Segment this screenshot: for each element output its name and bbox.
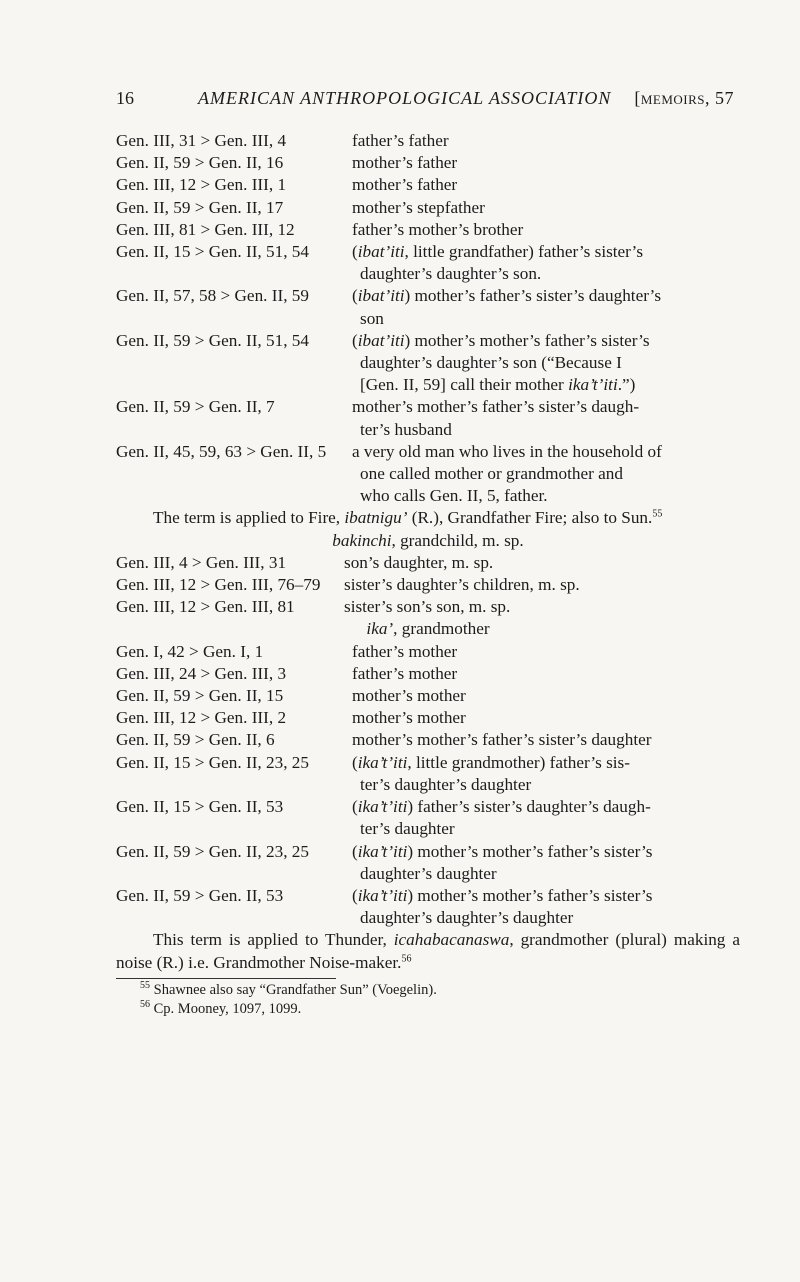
entry-continuation-end: .”) xyxy=(617,375,636,395)
kin-entry xyxy=(116,219,740,241)
entry-gloss: father’s mother xyxy=(352,641,458,661)
kin-entry: Gen. II, 59 > Gen. II, 51, 54 (ibat’iti) mother’s mother’s father’s sister’s daughter’s daughter’s son (“Because I [Gen. II, 59] call their mother ika’t’iti.”) xyxy=(116,330,740,397)
entry-ref: Gen. I, 42 > Gen. I, 1 xyxy=(116,641,264,661)
entry-term: ibat’iti xyxy=(357,242,405,262)
kin-entry xyxy=(116,685,740,707)
para-text: (R.), Grandfather Fire; also to Sun. xyxy=(407,508,653,528)
entry-ref: Gen. III, 31 > Gen. III, 4 xyxy=(116,131,287,150)
kin-entry: Gen. II, 57, 58 > Gen. II, 59 (ibat’iti) mother’s father’s sister’s daughter’s son xyxy=(116,285,740,329)
page-body xyxy=(116,130,740,1019)
entry-ref: Gen. III, 81 > Gen. III, 12 xyxy=(116,219,295,239)
entry-gloss: mother’s mother xyxy=(352,686,466,706)
heading-gloss: , grandmother xyxy=(393,619,490,639)
entry-ref: Gen. II, 45, 59, 63 > Gen. II, 5 xyxy=(116,441,327,461)
entry-ref: Gen. III, 24 > Gen. III, 3 xyxy=(116,663,287,683)
entry-gloss: mother’s father xyxy=(352,153,458,173)
entry-term: ibat’iti xyxy=(357,330,405,350)
entry-ref: Gen. II, 59 > Gen. II, 23, 25 xyxy=(116,841,309,861)
footnote-ref: 55 xyxy=(652,508,663,520)
entry-continuation: ter’s daughter’s daughter xyxy=(360,774,532,794)
para-term: icahabacanaswa xyxy=(393,930,510,950)
kin-entry xyxy=(116,641,740,663)
entry-ref: Gen. III, 12 > Gen. III, 2 xyxy=(116,708,287,728)
entry-ref: Gen. III, 12 > Gen. III, 1 xyxy=(116,175,287,195)
entry-gloss: ) mother’s mother’s father’s sister’s xyxy=(407,841,653,861)
entry-gloss: father’s mother’s brother xyxy=(352,219,524,239)
entry-gloss: sister’s daughter’s children, m. sp. xyxy=(344,575,580,595)
entry-gloss: ) mother’s father’s sister’s daughter’s xyxy=(404,286,662,306)
para-text: The term is applied to Fire, xyxy=(153,508,345,528)
entry-ref: Gen. II, 15 > Gen. II, 51, 54 xyxy=(116,242,309,262)
entry-gloss: father’s father xyxy=(352,131,449,150)
entry-gloss: mother’s father xyxy=(352,175,458,195)
entry-ref: Gen. III, 4 > Gen. III, 31 xyxy=(116,552,287,572)
term-heading-ika xyxy=(116,618,740,640)
entry-ref: Gen. II, 57, 58 > Gen. II, 59 xyxy=(116,286,309,306)
entry-gloss: ) mother’s mother’s father’s sister’s xyxy=(404,330,650,350)
footnote-divider xyxy=(116,978,336,979)
entry-gloss: a very old man who lives in the household of xyxy=(352,441,662,461)
footnote-text: Cp. Mooney, 1097, 1099. xyxy=(150,1000,302,1017)
entry-ref: Gen. II, 15 > Gen. II, 53 xyxy=(116,797,284,817)
running-title: AMERICAN ANTHROPOLOGICAL ASSOCIATION xyxy=(198,88,612,108)
thunder-paragraph xyxy=(116,929,740,973)
kin-entry: Gen. II, 59 > Gen. II, 23, 25 (ika’t’iti) mother’s mother’s father’s sister’s daughter’s daughter xyxy=(116,841,740,885)
entry-continuation: daughter’s daughter xyxy=(360,863,497,883)
entry-gloss: son’s daughter, m. sp. xyxy=(344,552,494,572)
entry-gloss: sister’s son’s son, m. sp. xyxy=(344,597,511,617)
footnote xyxy=(116,1000,740,1019)
kin-entry xyxy=(116,441,740,508)
entry-continuation: son xyxy=(360,308,384,328)
kin-entry xyxy=(116,574,740,596)
footnote-ref: 56 xyxy=(401,952,412,964)
entry-ref: Gen. II, 59 > Gen. II, 15 xyxy=(116,686,284,706)
kin-entry xyxy=(116,729,740,751)
para-text: , grandmother (plural) making a noise (R.) i.e. Grandmother Noise-maker. xyxy=(116,930,740,972)
entry-continuation: daughter’s daughter’s daughter xyxy=(360,908,574,928)
kin-entry: Gen. II, 15 > Gen. II, 51, 54 (ibat’iti, little grandfather) father’s sister’s daughter’s daughter’s son. xyxy=(116,241,740,285)
footnote-number: 56 xyxy=(140,998,150,1010)
para-text: This term is applied to Thunder, xyxy=(153,930,394,950)
entry-gloss: mother’s stepfather xyxy=(352,197,485,217)
entry-ref: Gen. II, 59 > Gen. II, 6 xyxy=(116,730,275,750)
heading-gloss: , grandchild, m. sp. xyxy=(391,530,524,550)
heading-term: bakinchi xyxy=(332,530,392,550)
entry-continuation: ter’s daughter xyxy=(360,819,455,839)
entry-continuation: daughter’s daughter’s son. xyxy=(360,264,542,284)
entry-gloss: ) father’s sister’s daughter’s daugh- xyxy=(407,797,651,817)
kin-entry xyxy=(116,197,740,219)
entry-continuation: daughter’s daughter’s son (“Because I xyxy=(360,353,622,373)
entry-term: ika’t’iti xyxy=(357,752,408,772)
kin-entry: Gen. II, 15 > Gen. II, 53 (ika’t’iti) father’s sister’s daughter’s daugh- ter’s daughter xyxy=(116,796,740,840)
entry-ref: Gen. II, 59 > Gen. II, 17 xyxy=(116,197,284,217)
entry-continuation: who calls Gen. II, 5, father. xyxy=(360,486,548,506)
kin-entry xyxy=(116,152,740,174)
entry-ref: Gen. II, 59 > Gen. II, 51, 54 xyxy=(116,330,309,350)
entry-term: ika’t’iti xyxy=(568,375,618,395)
kin-entry xyxy=(116,596,740,618)
entry-term: ika’t’iti xyxy=(357,841,408,861)
kin-entry xyxy=(116,707,740,729)
entry-term: ibat’iti xyxy=(357,286,405,306)
fire-paragraph xyxy=(116,507,740,529)
entry-term: ika’t’iti xyxy=(357,885,408,905)
entry-gloss: ) mother’s mother’s father’s sister’s xyxy=(407,885,653,905)
heading-term: ika’ xyxy=(366,619,394,639)
footnote-text: Shawnee also say “Grandfather Sun” (Voegelin). xyxy=(150,981,437,998)
entry-ref: Gen. III, 12 > Gen. III, 81 xyxy=(116,597,295,617)
entry-gloss: mother’s mother xyxy=(352,708,466,728)
entry-ref: Gen. II, 15 > Gen. II, 23, 25 xyxy=(116,752,309,772)
footnote xyxy=(116,981,740,1000)
running-header xyxy=(116,88,734,118)
entry-gloss: mother’s mother’s father’s sister’s daugh- xyxy=(352,397,640,417)
kin-entry: Gen. II, 59 > Gen. II, 53 (ika’t’iti) mother’s mother’s father’s sister’s daughter’s daughter’s daughter xyxy=(116,885,740,929)
kin-entry xyxy=(116,130,740,152)
kin-entry xyxy=(116,396,740,440)
entry-ref: Gen. III, 12 > Gen. III, 76–79 xyxy=(116,575,321,595)
entry-ref: Gen. II, 59 > Gen. II, 53 xyxy=(116,885,284,905)
entry-continuation: [Gen. II, 59] call their mother xyxy=(360,375,569,395)
footnote-number: 55 xyxy=(140,979,150,991)
series-label: [memoirs, 57 xyxy=(634,88,734,108)
kin-entry xyxy=(116,552,740,574)
entry-continuation: one called mother or grandmother and xyxy=(360,464,623,484)
entry-ref: Gen. II, 59 > Gen. II, 7 xyxy=(116,397,275,417)
kin-entry: Gen. II, 15 > Gen. II, 23, 25 (ika’t’iti, little grandmother) father’s sis- ter’s daughter’s daughter xyxy=(116,752,740,796)
entry-gloss: father’s mother xyxy=(352,663,458,683)
entry-continuation: ter’s husband xyxy=(360,419,452,439)
page-number: 16 xyxy=(116,88,134,108)
para-term: ibatnigu’ xyxy=(344,508,408,528)
entry-gloss: mother’s mother’s father’s sister’s daughter xyxy=(352,730,652,750)
entry-ref: Gen. II, 59 > Gen. II, 16 xyxy=(116,153,284,173)
term-heading-bakinchi xyxy=(116,530,740,552)
entry-term: ika’t’iti xyxy=(357,797,408,817)
kin-entry xyxy=(116,174,740,196)
entry-gloss: , little grandmother) father’s sis- xyxy=(407,752,630,772)
kin-entry xyxy=(116,663,740,685)
entry-gloss: , little grandfather) father’s sister’s xyxy=(404,242,644,262)
